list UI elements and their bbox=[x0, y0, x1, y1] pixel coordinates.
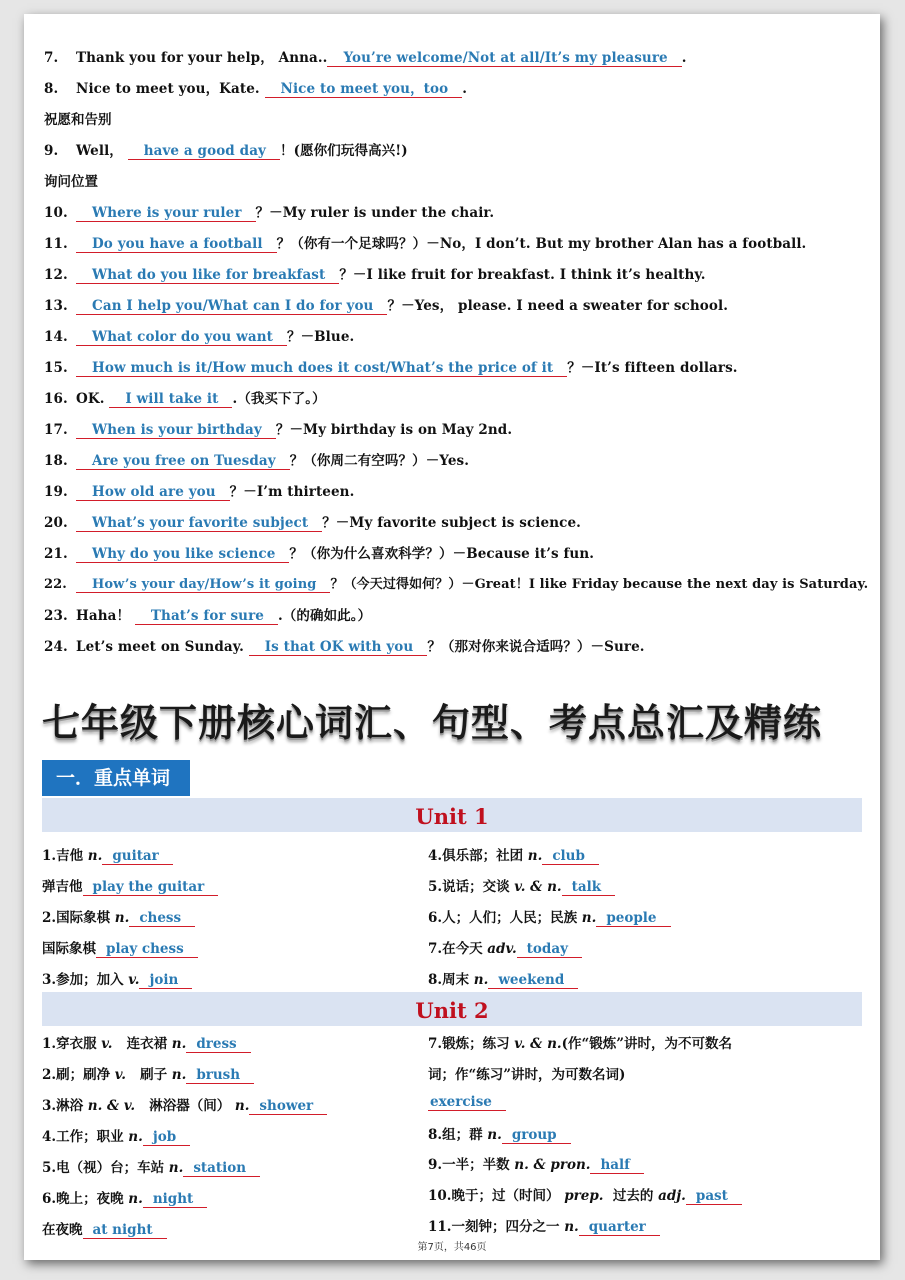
answer-blank: That’s for sure bbox=[135, 609, 278, 625]
vocab-item-continued: 词；作“练习”讲时，为可数名词) bbox=[428, 1067, 626, 1083]
vocab-item bbox=[428, 1094, 506, 1111]
category-heading: 询问位置 bbox=[44, 174, 98, 190]
answer-blank: Where is your ruler bbox=[76, 206, 256, 222]
answer-blank: weekend bbox=[488, 973, 578, 989]
vocab-item: 1.穿衣服 v. 连衣裙 n. dress bbox=[42, 1032, 251, 1053]
vocab-item: 8.组；群 n. group bbox=[428, 1123, 571, 1144]
dialog-line: 22. How’s your day/How’s it going ？（今天过得如何？）－Great！I like Friday because the next day is Saturday. bbox=[44, 577, 869, 592]
vocab-item: 10.晚于；过（时间） prep. 过去的 adj. past bbox=[428, 1184, 742, 1205]
vocab-item: 7.锻炼；练习 v. & n.(作“锻炼”讲时，为不可数名 bbox=[428, 1036, 733, 1052]
unit-header: Unit 1 bbox=[42, 798, 862, 832]
answer-blank: What color do you want bbox=[76, 330, 287, 346]
answer-blank: job bbox=[143, 1130, 190, 1146]
dialog-line: 15. How much is it/How much does it cost/What’s the price of it ？－It’s fifteen dollars. bbox=[44, 360, 738, 376]
dialog-line: 16. OK. I will take it .（我买下了。） bbox=[44, 391, 326, 407]
vocab-item: 3.淋浴 n. & v. 淋浴器（间） n. shower bbox=[42, 1094, 327, 1115]
page-footer: 第7页，共46页 bbox=[417, 1242, 487, 1253]
answer-blank: join bbox=[139, 973, 192, 989]
answer-blank: When is your birthday bbox=[76, 423, 276, 439]
vocab-item: 4.工作；职业 n. job bbox=[42, 1125, 190, 1146]
answer-blank: What’s your favorite subject bbox=[76, 516, 322, 532]
dialog-line: 23. Haha！ That’s for sure .（的确如此。） bbox=[44, 608, 372, 624]
vocab-item: 在夜晚 at night bbox=[42, 1218, 167, 1239]
vocab-item: 1.吉他 n. guitar bbox=[42, 844, 173, 865]
answer-blank: play the guitar bbox=[83, 880, 219, 896]
answer-blank: talk bbox=[562, 880, 615, 896]
vocab-item: 11.一刻钟；四分之一 n. quarter bbox=[428, 1215, 660, 1236]
answer-blank: station bbox=[183, 1161, 260, 1177]
dialog-line: 8. Nice to meet you，Kate. Nice to meet you，too . bbox=[44, 81, 468, 97]
answer-blank: Why do you like science bbox=[76, 547, 289, 563]
vocab-item: 6.人；人们；人民；民族 n. people bbox=[428, 906, 671, 927]
answer-blank: past bbox=[686, 1189, 742, 1205]
dialog-line: 12. What do you like for breakfast ？－I like fruit for breakfast. I think it’s healthy. bbox=[44, 267, 706, 283]
vocab-item: 5.说话；交谈 v. & n. talk bbox=[428, 875, 615, 896]
answer-blank: people bbox=[596, 911, 670, 927]
answer-blank: Is that OK with you bbox=[249, 640, 428, 656]
answer-blank: How old are you bbox=[76, 485, 230, 501]
answer-blank: I will take it bbox=[109, 392, 232, 408]
answer-blank: brush bbox=[186, 1068, 254, 1084]
answer-blank: You’re welcome/Not at all/It’s my pleasure bbox=[327, 51, 681, 67]
answer-blank: play chess bbox=[96, 942, 198, 958]
section-badge: 一．重点单词 bbox=[42, 760, 190, 796]
dialog-line: 19. How old are you ？－I’m thirteen. bbox=[44, 484, 355, 500]
answer-blank: dress bbox=[186, 1037, 250, 1053]
dialog-line: 17. When is your birthday ？－My birthday is on May 2nd. bbox=[44, 422, 513, 438]
answer-blank: Are you free on Tuesday bbox=[76, 454, 290, 470]
answer-blank: chess bbox=[129, 911, 195, 927]
dialog-line: 20. What’s your favorite subject ？－My favorite subject is science. bbox=[44, 515, 581, 531]
vocab-item: 8.周末 n. weekend bbox=[428, 968, 578, 989]
vocab-item: 国际象棋 play chess bbox=[42, 937, 198, 958]
page-title: 七年级下册核心词汇、句型、考点总汇及精练 bbox=[42, 701, 823, 745]
answer-blank: at night bbox=[83, 1223, 167, 1239]
answer-blank: half bbox=[590, 1158, 644, 1174]
answer-blank: How much is it/How much does it cost/What’s the price of it bbox=[76, 361, 567, 377]
answer-blank: shower bbox=[249, 1099, 327, 1115]
answer-blank: have a good day bbox=[128, 144, 280, 160]
dialog-line: 11. Do you have a football ？（你有一个足球吗？）－No，I don’t. But my brother Alan has a football. bbox=[44, 236, 807, 252]
answer-blank: club bbox=[542, 849, 599, 865]
dialog-line: 18. Are you free on Tuesday ？（你周二有空吗？）－Yes. bbox=[44, 453, 470, 469]
vocab-item: 4.俱乐部；社团 n. club bbox=[428, 844, 599, 865]
dialog-line: 9. Well， have a good day ！(愿你们玩得高兴!) bbox=[44, 143, 408, 159]
dialog-line: 14. What color do you want ？－Blue. bbox=[44, 329, 355, 345]
answer-blank: guitar bbox=[102, 849, 172, 865]
dialog-line: 7. Thank you for your help， Anna.. You’re welcome/Not at all/It’s my pleasure . bbox=[44, 50, 687, 66]
dialog-line: 13. Can I help you/What can I do for you ？－Yes， please. I need a sweater for school. bbox=[44, 298, 729, 314]
vocab-item: 6.晚上；夜晚 n. night bbox=[42, 1187, 207, 1208]
document-page bbox=[24, 14, 880, 1260]
answer-blank: night bbox=[143, 1192, 207, 1208]
unit-header: Unit 2 bbox=[42, 992, 862, 1026]
vocab-item: 7.在今天 adv. today bbox=[428, 937, 582, 958]
dialog-line: 10. Where is your ruler ？－My ruler is under the chair. bbox=[44, 205, 495, 221]
category-heading: 祝愿和告别 bbox=[44, 112, 112, 128]
answer-blank: Can I help you/What can I do for you bbox=[76, 299, 387, 315]
vocab-item: 2.刷；刷净 v. 刷子 n. brush bbox=[42, 1063, 254, 1084]
vocab-item: 9.一半；半数 n. & pron. half bbox=[428, 1153, 644, 1174]
vocab-item: 3.参加；加入 v. join bbox=[42, 968, 192, 989]
dialog-line: 24. Let’s meet on Sunday. Is that OK with you ？（那对你来说合适吗？）－Sure. bbox=[44, 639, 645, 655]
answer-blank: How’s your day/How’s it going bbox=[76, 577, 330, 593]
answer-blank: quarter bbox=[579, 1220, 660, 1236]
answer-blank: exercise bbox=[428, 1095, 506, 1111]
vocab-item: 弹吉他 play the guitar bbox=[42, 875, 218, 896]
answer-blank: Nice to meet you，too bbox=[265, 82, 463, 98]
answer-blank: Do you have a football bbox=[76, 237, 277, 253]
answer-blank: today bbox=[517, 942, 582, 958]
answer-blank: What do you like for breakfast bbox=[76, 268, 339, 284]
answer-blank: group bbox=[502, 1128, 571, 1144]
dialog-line: 21. Why do you like science ？（你为什么喜欢科学？）－Because it’s fun. bbox=[44, 546, 595, 562]
vocab-item: 2.国际象棋 n. chess bbox=[42, 906, 195, 927]
vocab-item: 5.电（视）台；车站 n. station bbox=[42, 1156, 260, 1177]
